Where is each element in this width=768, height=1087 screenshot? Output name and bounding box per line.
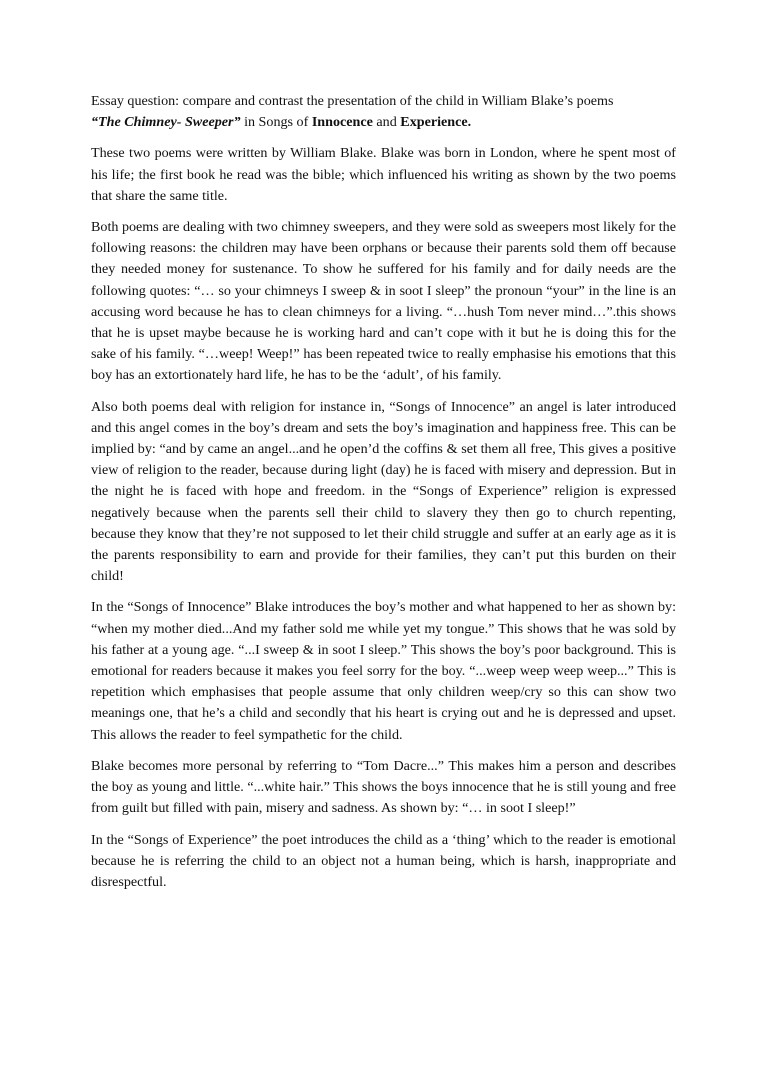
paragraph-intro: These two poems were written by William Blake. Blake was born in London, where he spent most of his life; the first book he read was the bible; which influenced his writing as shown by the two poems that share the same title. — [91, 145, 676, 204]
paragraph-religion: Also both poems deal with religion for instance in, “Songs of Innocence” an angel is later introduced and this angel comes in the boy’s dream and sets the boy’s imagination and happiness free. This can be implied by: “and by came an angel...and he open’d the coffins & set them all free, This gives a positive view of religion to the reader, because during light (day) he is faced with misery and depression. But in the night he is faced with hope and freedom. in the “Songs of Experience” religion is expressed negatively because when the parents sell their child to slavery they then go to church repenting, because they know that they’re not supposed to let their child struggle and suffer at an early age as it is the parents responsibility to earn and provide for their families, they can’t put this burden on their child! — [91, 398, 676, 585]
paragraph-tom-dacre: Blake becomes more personal by referring to “Tom Dacre...” This makes him a person and describes the boy as young and little. “...white hair.” This shows the boys innocence that he is still young and free from guilt but filled with pain, misery and sadness. As shown by: “… in soot I sleep!” — [91, 757, 676, 817]
essay-heading — [91, 91, 676, 133]
essay-question-line: Essay question: compare and contrast the presentation of the child in William Blake’s poems — [91, 93, 614, 109]
heading-connector-1: in Songs of — [240, 114, 312, 131]
paragraph-innocence-mother: In the “Songs of Innocence” Blake introduces the boy’s mother and what happened to her as shown by: “when my mother died...And my father sold me while yet my tongue.” This shows that he was sold by his father at a young age. “...I sweep & in soot I sleep.” This shows the boy’s poor background. This is emotional for readers because it makes you feel sorry for the boy. “...weep weep weep weep...” This is repetition which emphasises that people assume that only children weep/cry so this can show two meanings one, that he’s a child and secondly that his heart is crying out and he is depressed and upset. This allows the reader to feel sympathetic for the child. — [91, 599, 676, 743]
essay-question-title-line — [91, 112, 676, 133]
heading-experience: Experience. — [400, 114, 472, 131]
paragraph-experience-thing: In the “Songs of Experience” the poet introduces the child as a ‘thing’ which to the reader is emotional because he is referring the child to an object not a human being, which is harsh, inappropriate and disrespectful. — [91, 831, 676, 890]
paragraph-sweepers: Both poems are dealing with two chimney sweepers, and they were sold as sweepers most likely for the following reasons: the children may have been orphans or because their parents sold them off because they needed money for sustenance. To show he suffered for his family and for daily needs are the following quotes: “… so your chimneys I sweep & in soot I sleep” the pronoun “your” in the line is an accusing word because he has to clean chimneys for a living. “…hush Tom never mind…”.this shows that he is upset maybe because he is working hard and can’t cope with it but he is doing this for the sake of his family. “…weep! Weep!” has been repeated twice to really emphasise his emotions that this boy has an extortionately hard life, he has to be the ‘adult’, of his family. — [91, 219, 676, 384]
essay-page — [91, 91, 676, 903]
poem-title: “The Chimney- Sweeper” — [91, 114, 241, 131]
heading-connector-2: and — [372, 114, 401, 131]
heading-innocence: Innocence — [311, 114, 373, 131]
